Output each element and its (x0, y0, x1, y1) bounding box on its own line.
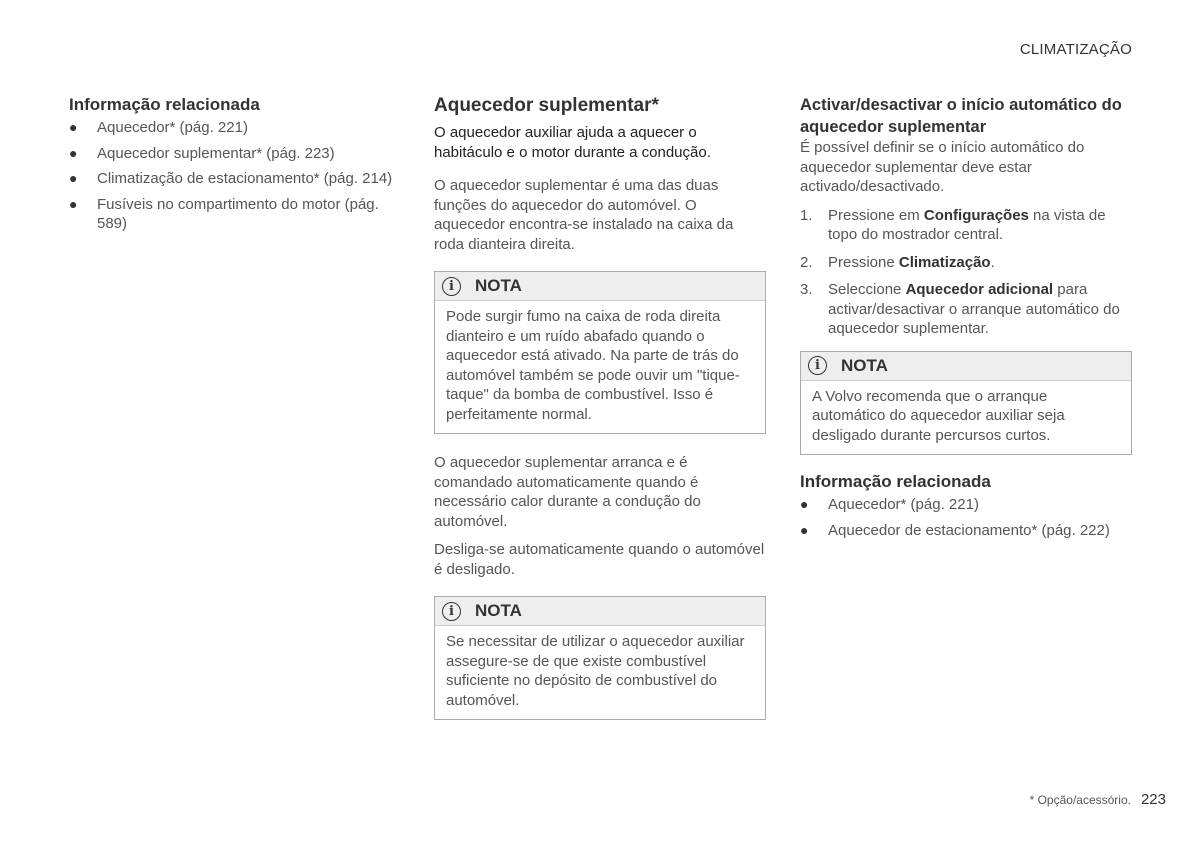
related-link[interactable]: ● Aquecedor de estacionamento* (pág. 222) (800, 521, 1110, 539)
page-number: 223 (1140, 791, 1166, 808)
ui-term: Configurações (923, 206, 1029, 224)
bullet-icon: ● (69, 195, 78, 212)
note-box (800, 351, 1132, 456)
paragraph: O aquecedor suplementar é uma das duas funções do aquecedor do automóvel. O aquecedor encontra-se instalado na caixa da roda dianteira direita. (434, 177, 734, 253)
bullet-icon: ● (69, 170, 78, 186)
related-info-heading: Informação relacionada (800, 472, 991, 491)
related-link[interactable]: ● Aquecedor suplementar* (pág. 223) (69, 144, 335, 162)
note-header (801, 352, 1131, 381)
note-label: NOTA (475, 276, 522, 295)
related-links-list (800, 495, 1132, 540)
ui-term: Climatização (898, 253, 991, 271)
info-icon: i (808, 356, 827, 375)
article-title: Aquecedor suplementar* (434, 95, 659, 116)
related-link[interactable]: ● Fusíveis no compartimento do motor (pág. 589) (69, 195, 379, 232)
section-header: CLIMATIZAÇÃO (1019, 41, 1132, 58)
procedure-steps (800, 206, 1132, 339)
main-article-column (434, 94, 766, 720)
related-link[interactable]: ● Aquecedor* (pág. 221) (69, 119, 248, 136)
bullet-icon: ● (69, 144, 78, 161)
step-item: 1. Pressione em Configurações na vista de topo do mostrador central. (800, 206, 1106, 243)
info-icon: i (442, 602, 461, 621)
procedure-column (800, 94, 1132, 546)
note-header (435, 597, 765, 626)
paragraph: O aquecedor suplementar arranca e é comandado automaticamente quando é necessário calor durante a condução do automóvel. (434, 454, 701, 530)
note-label: NOTA (841, 355, 888, 375)
paragraph: Desliga-se automaticamente quando o automóvel é desligado. (434, 541, 765, 578)
note-box (434, 596, 766, 720)
related-info-column (69, 94, 399, 240)
related-link[interactable]: ● Aquecedor* (pág. 221) (800, 496, 979, 513)
footnote: * Opção/acessório. (1029, 793, 1131, 807)
note-label: NOTA (475, 601, 522, 620)
step-item: 2. Pressione Climatização. (800, 253, 995, 271)
note-text: Pode surgir fumo na caixa de roda direita dianteiro e um ruído abafado quando o aquecedor está ativado. Na parte de trás do automóvel também se pode ouvir um "tique-taque" da bomba de combustível. Isso é perfeitamente normal. (446, 308, 740, 423)
page-footer (1030, 791, 1166, 808)
related-link[interactable]: ● Climatização de estacionamento* (pág. 214) (69, 170, 393, 187)
bullet-icon: ● (69, 119, 78, 135)
related-info-heading: Informação relacionada (69, 95, 260, 114)
note-box (434, 271, 766, 434)
related-links-list (69, 118, 399, 234)
bullet-icon: ● (800, 496, 809, 512)
note-header (435, 272, 765, 301)
ui-term: Aquecedor adicional (905, 281, 1054, 298)
procedure-intro: É possível definir se o início automático do aquecedor suplementar deve estar activado/desactivado. (800, 139, 1085, 195)
step-item: 3. Seleccione Aquecedor adicional para activar/desactivar o arranque automático do aquecedor suplementar. (800, 281, 1120, 337)
note-text: A Volvo recomenda que o arranque automático do aquecedor auxiliar seja desligado durante percursos curtos. (812, 387, 1065, 444)
info-icon: i (442, 277, 461, 296)
bullet-icon: ● (800, 521, 809, 538)
procedure-heading: Activar/desactivar o início automático do aquecedor suplementar (800, 96, 1122, 136)
article-lead: O aquecedor auxiliar ajuda a aquecer o habitáculo e o motor durante a condução. (434, 124, 711, 161)
note-text: Se necessitar de utilizar o aquecedor auxiliar assegure-se de que existe combustível suficiente no depósito de combustível do automóvel. (446, 633, 745, 709)
